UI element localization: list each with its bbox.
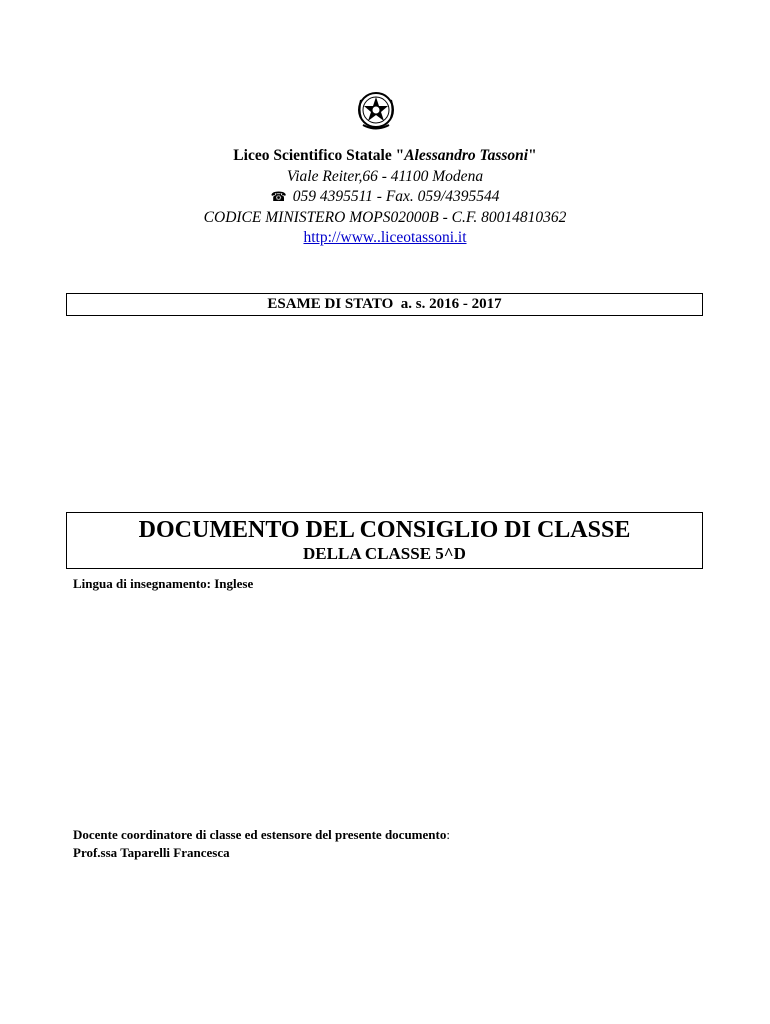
school-website-link[interactable]: http://www..liceotassoni.it [303,229,467,246]
coordinator-section: Docente coordinatore di classe ed estensore del presente documento: Prof.ssa Taparelli Francesca [73,827,450,860]
teaching-language: Lingua di insegnamento: Inglese [73,576,254,591]
exam-title-box [66,293,703,316]
school-codes: CODICE MINISTERO MOPS02000B - C.F. 80014810362 [203,208,567,226]
exam-title: ESAME DI STATO a. s. 2016 - 2017 [267,296,502,312]
document-title-box [66,512,703,569]
coordinator-label: Docente coordinatore di classe ed estensore del presente documento [73,827,447,842]
coordinator-name: Prof.ssa Taparelli Francesca [73,845,230,860]
italian-republic-emblem [355,88,397,132]
document-subtitle: DELLA CLASSE 5^D [303,544,466,563]
school-name: Liceo Scientifico Statale "Alessandro Tassoni" [233,147,537,164]
document-title: DOCUMENTO DEL CONSIGLIO DI CLASSE [138,517,631,543]
phone-icon: ☎ [270,189,287,204]
school-address: Viale Reiter,66 - 41100 Modena [286,167,484,185]
school-phone-fax: ☎ 059 4395511 - Fax. 059/4395544 [270,188,500,205]
school-header [0,146,770,249]
